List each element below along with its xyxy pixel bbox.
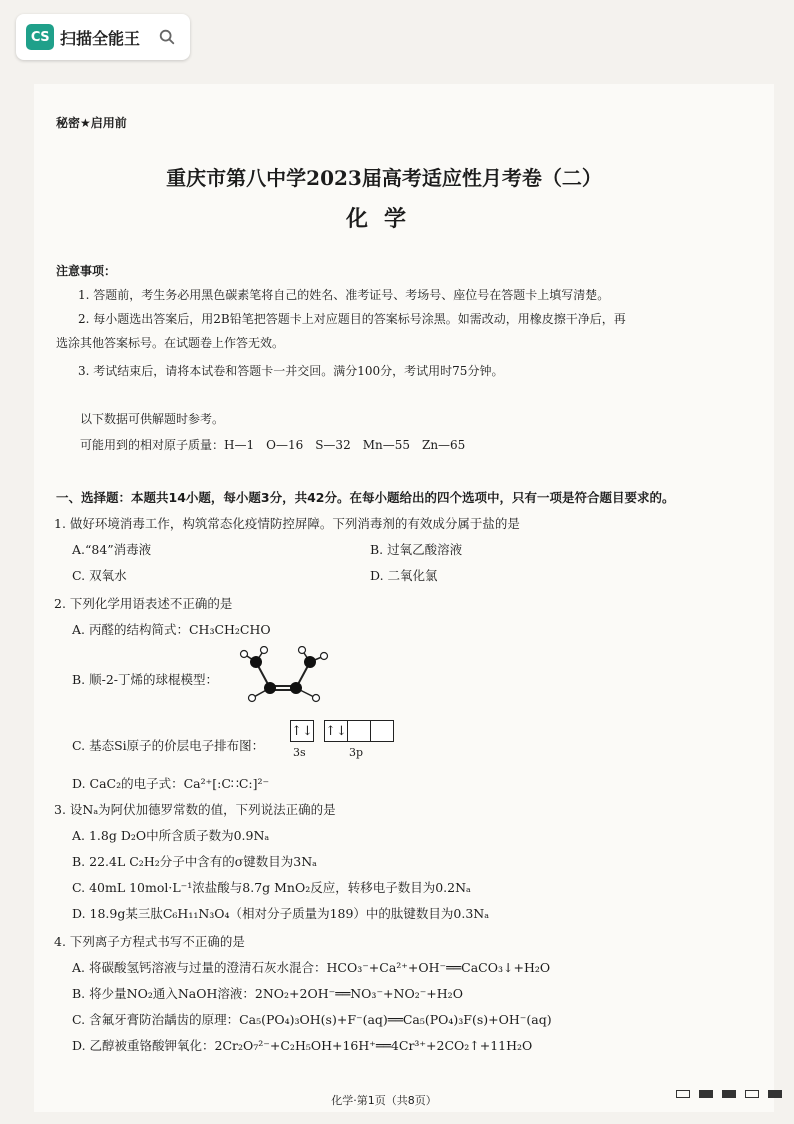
orbital-3p-box-1: ↑↓ xyxy=(324,720,348,742)
app-logo: CS xyxy=(26,24,54,50)
q4-option-c: C. 含氟牙膏防治龋齿的原理：Ca₅(PO₄)₃OH(s)+F⁻(aq)══Ca₅(PO₄)₃F(s)+OH⁻(aq) xyxy=(72,1012,552,1027)
corner-mark xyxy=(768,1090,782,1098)
q3-option-a: A. 1.8g D₂O中所含质子数为0.9Nₐ xyxy=(72,828,270,843)
exam-page xyxy=(34,84,774,1112)
notice-item-3: 3. 考试结束后，请将本试卷和答题卡一并交回。满分100分，考试用时75分钟。 xyxy=(78,364,504,378)
scanner-app-bar xyxy=(16,14,190,60)
orbital-3p-label: 3p xyxy=(349,746,364,759)
page-footer: 化学·第1页（共8页） xyxy=(331,1094,437,1107)
q1-option-d: D. 二氧化氯 xyxy=(370,568,438,583)
q3-stem: 3. 设Nₐ为阿伏加德罗常数的值，下列说法正确的是 xyxy=(54,802,336,817)
corner-mark xyxy=(699,1090,713,1098)
corner-mark xyxy=(722,1090,736,1098)
q3-option-d: D. 18.9g某三肽C₆H₁₁N₃O₄（相对分子质量为189）中的肽键数目为0.3Nₐ xyxy=(72,906,490,921)
notice-item-2: 2. 每小题选出答案后，用2B铅笔把答题卡上对应题目的答案标号涂黑。如需改动，用橡皮擦干净后，再 xyxy=(78,312,626,326)
q1-option-b: B. 过氧乙酸溶液 xyxy=(370,542,463,557)
q4-option-d: D. 乙醇被重铬酸钾氧化：2Cr₂O₇²⁻+C₂H₅OH+16H⁺══4Cr³⁺+2CO₂↑+11H₂O xyxy=(72,1038,533,1053)
q4-stem: 4. 下列离子方程式书写不正确的是 xyxy=(54,934,245,949)
q2-stem: 2. 下列化学用语表述不正确的是 xyxy=(54,596,233,611)
notice-item-2-cont: 选涂其他答案标号。在试题卷上作答无效。 xyxy=(56,336,285,350)
q1-option-c: C. 双氧水 xyxy=(72,568,127,583)
reference-intro: 以下数据可供解题时参考。 xyxy=(80,412,225,426)
app-name: 扫描全能王 xyxy=(60,28,141,48)
q3-option-b: B. 22.4L C₂H₂分子中含有的σ键数目为3Nₐ xyxy=(72,854,317,869)
q2-option-b: B. 顺-2-丁烯的球棍模型： xyxy=(72,672,219,687)
q1-stem: 1. 做好环境消毒工作，构筑常态化疫情防控屏障。下列消毒剂的有效成分属于盐的是 xyxy=(54,516,520,531)
orbital-3p-box-2 xyxy=(347,720,371,742)
q3-option-c: C. 40mL 10mol·L⁻¹浓盐酸与8.7g MnO₂反应，转移电子数目为0.2Nₐ xyxy=(72,880,471,895)
search-icon[interactable] xyxy=(158,28,176,46)
orbital-3s-box: ↑↓ xyxy=(290,720,314,742)
q2-option-c: C. 基态Si原子的价层电子排布图： xyxy=(72,738,265,753)
q2-option-d: D. CaC₂的电子式：Ca²⁺[:C∷C:]²⁻ xyxy=(72,776,270,791)
confidential-label: 秘密★启用前 xyxy=(56,116,127,130)
q2-option-a: A. 丙醛的结构简式：CH₃CH₂CHO xyxy=(72,622,271,637)
orbital-3p-box-3 xyxy=(370,720,394,742)
corner-mark xyxy=(745,1090,759,1098)
q4-option-a: A. 将碳酸氢钙溶液与过量的澄清石灰水混合：HCO₃⁻+Ca²⁺+OH⁻══CaCO₃↓+H₂O xyxy=(72,960,551,975)
page-corner-marks xyxy=(676,1090,782,1098)
q1-option-a: A.“84”消毒液 xyxy=(72,542,152,557)
exam-subject: 化学 xyxy=(345,206,422,232)
section-1-heading: 一、选择题：本题共14小题，每小题3分，共42分。在每小题给出的四个选项中，只有一项是符合题目要求的。 xyxy=(56,490,675,505)
exam-title: 重庆市第八中学2023届高考适应性月考卷（二） xyxy=(166,166,602,190)
corner-mark xyxy=(676,1090,690,1098)
atomic-masses: 可能用到的相对原子质量：H—1 O—16 S—32 Mn—55 Zn—65 xyxy=(80,438,466,452)
notice-item-1: 1. 答题前，考生务必用黑色碳素笔将自己的姓名、准考证号、考场号、座位号在答题卡上填写清楚。 xyxy=(78,288,610,302)
cis-2-butene-ball-stick-model xyxy=(234,646,338,706)
orbital-3s-label: 3s xyxy=(293,746,306,759)
notice-heading: 注意事项： xyxy=(56,264,117,278)
q4-option-b: B. 将少量NO₂通入NaOH溶液：2NO₂+2OH⁻══NO₃⁻+NO₂⁻+H₂O xyxy=(72,986,463,1001)
